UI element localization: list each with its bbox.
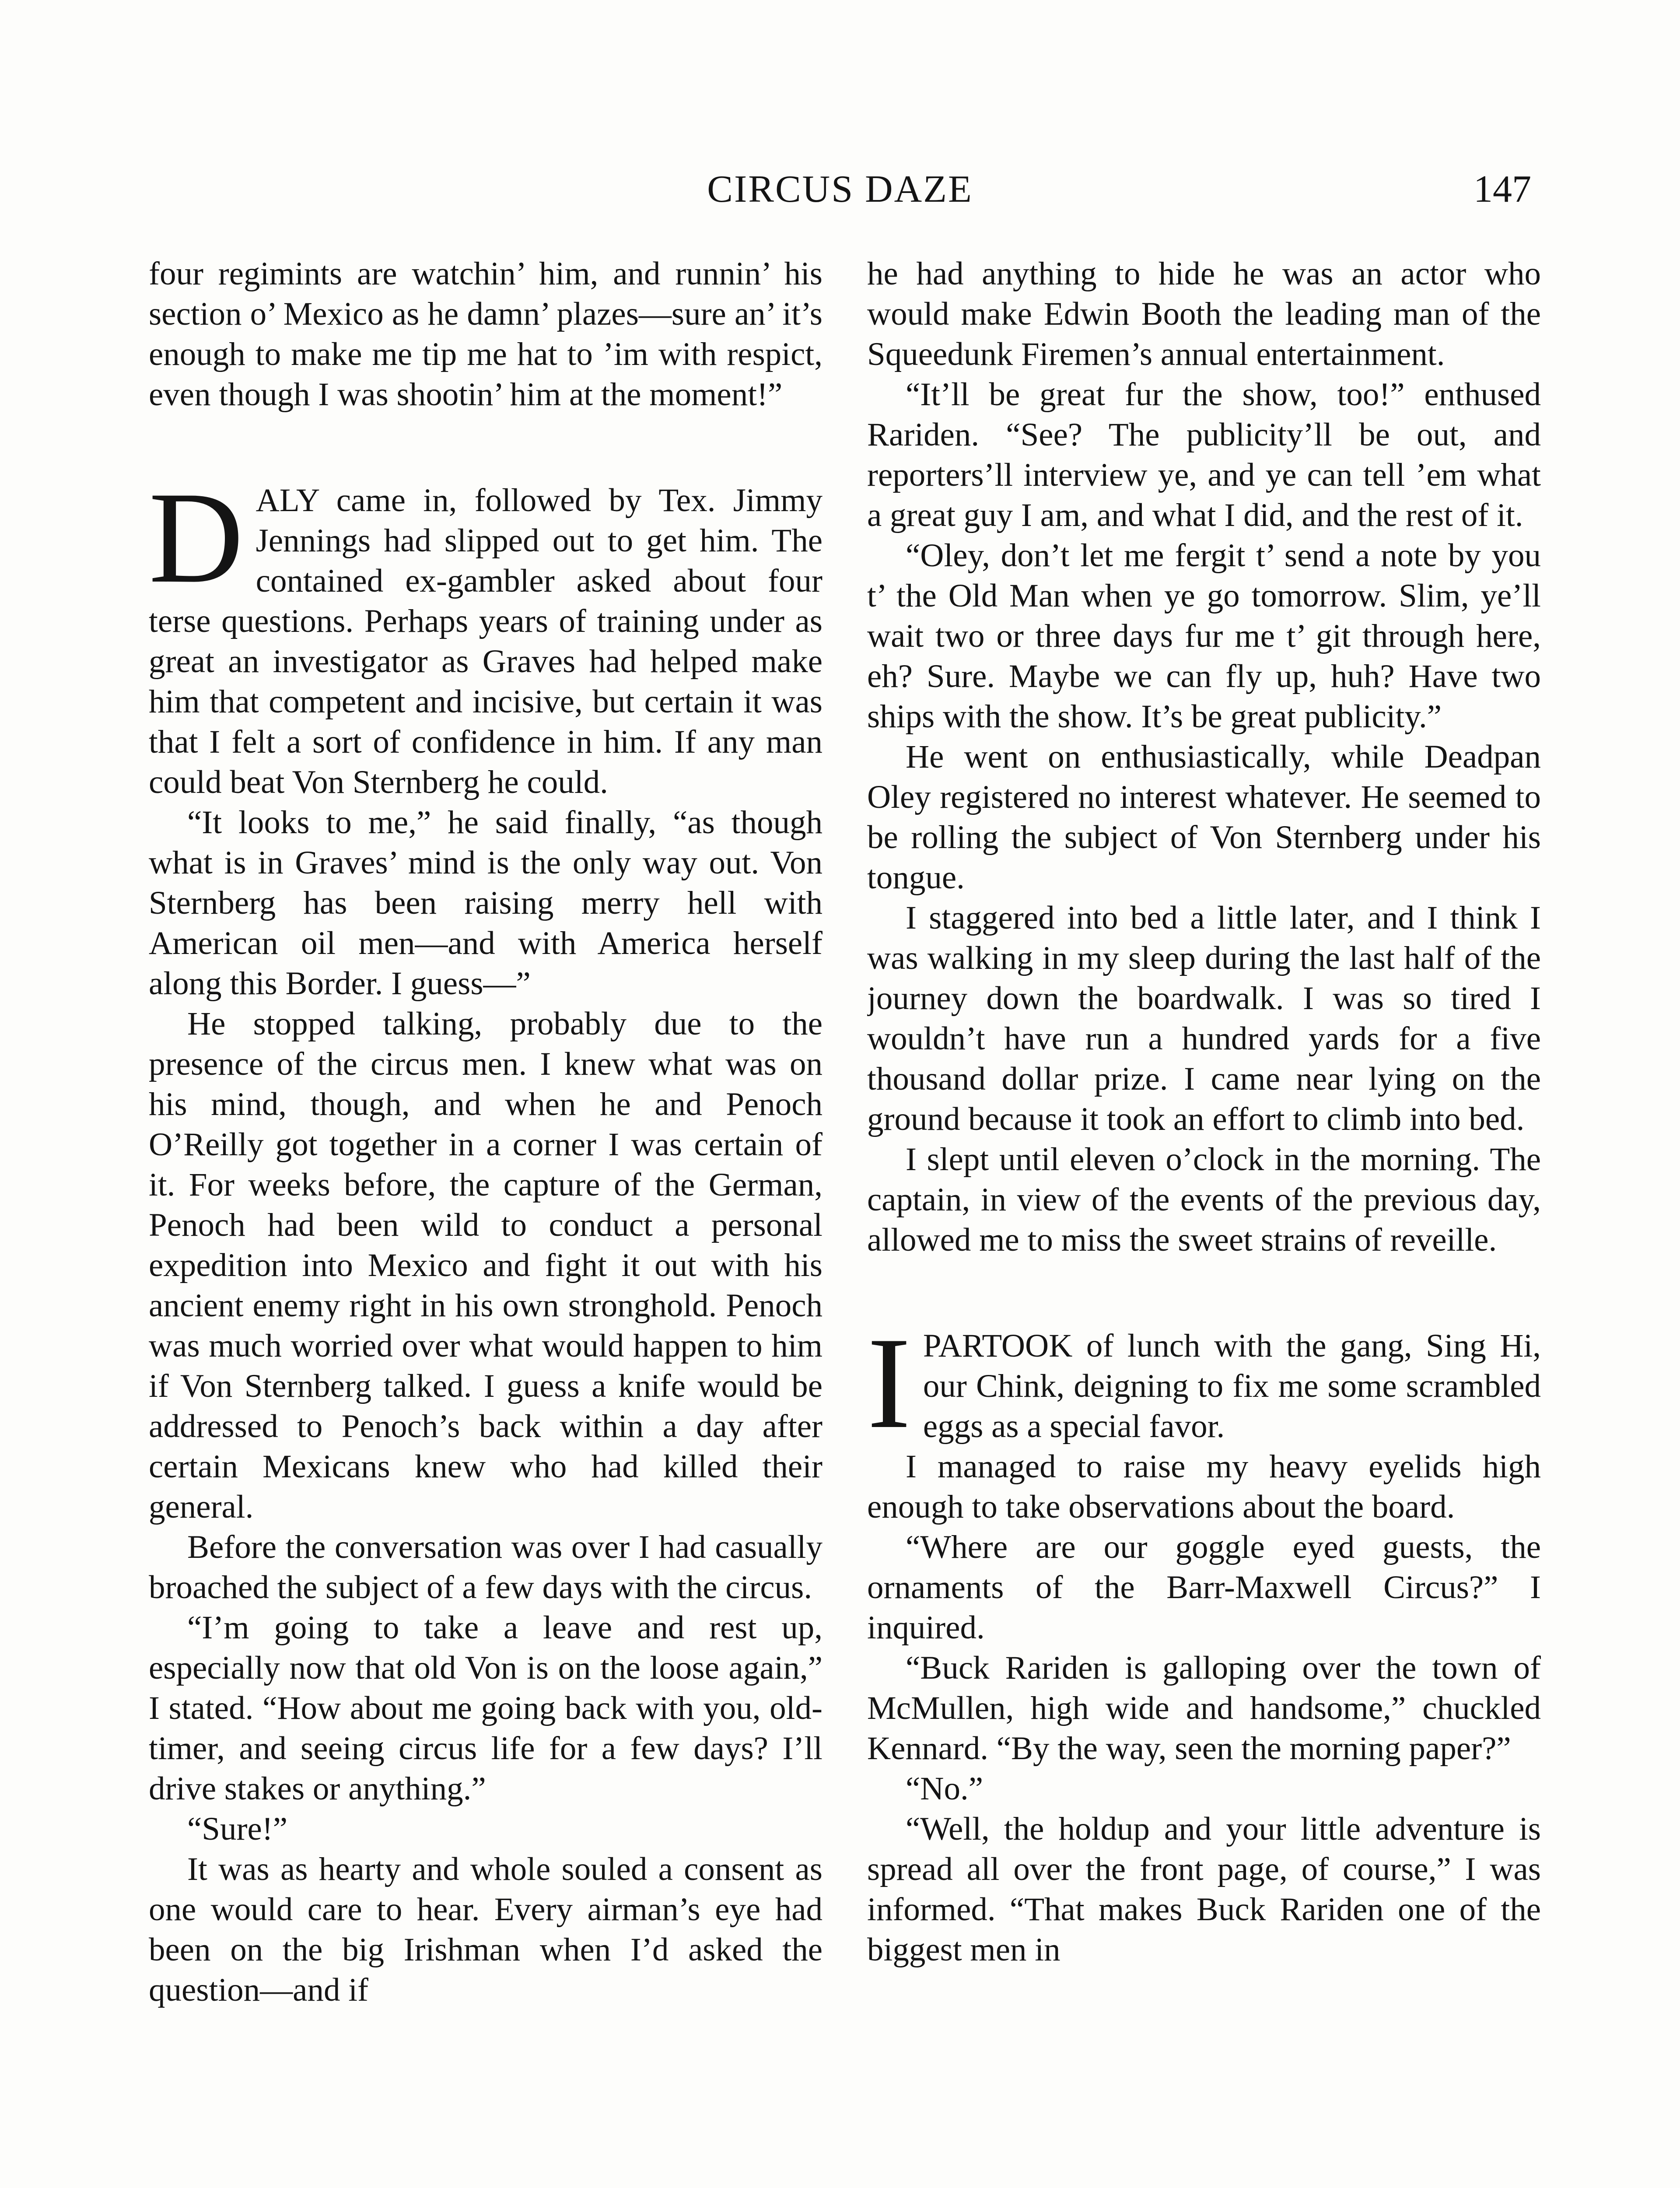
paragraph: “It looks to me,” he said finally, “as though what is in Graves’ mind is the only way out. Von Sternberg has been raising merry hell with American oil men—and with America herself along this Border. I guess—” [149, 804, 822, 1002]
section-opening-paragraph [149, 465, 822, 803]
section-opening-paragraph [867, 1310, 1541, 1455]
small-caps-lead: PARTOOK [923, 1328, 1073, 1364]
paragraph: he had anything to hide he was an actor who would make Edwin Booth the leading man of the Squeedunk Firemen’s annual entertainment. [867, 256, 1541, 372]
paragraph: “Sure!” [187, 1811, 288, 1847]
small-caps-lead: ALY [256, 482, 319, 519]
paragraph: He stopped talking, probably due to the presence of the circus men. I knew what was on his mind, though, and when he and Penoch O’Reilly got together in a corner I was certain of it. For weeks before, the capture of the German, Penoch had been wild to conduct a personal expedition into Mexico and fight it out with his ancient enemy right in his own stronghold. Penoch was much worried over what would happen to him if Von Sternberg talked. I guess a knife would be addressed to Penoch’s back within a day after certain Mexicans knew who had killed their general. [149, 1006, 822, 1525]
paragraph: It was as hearty and whole souled a consent as one would care to hear. Every airman’s eye had been on the big Irishman when I’d asked the question—and if [149, 1851, 822, 2008]
paragraph: four regimints are watchin’ him, and runnin’ his section o’ Mexico as he damn’ plazes—sure an’ it’s enough to make me tip me hat to ’im with respict, even though I was shootin’ him at the moment!” [149, 256, 822, 413]
right-column [867, 254, 1541, 2188]
paragraph: He went on enthusiastically, while Deadpan Oley registered no interest whatever. He seemed to be rolling the subject of Von Sternberg under his tongue. [867, 739, 1541, 896]
running-head [149, 165, 1531, 214]
page-number: 147 [1474, 168, 1531, 210]
paragraph: “Oley, don’t let me fergit t’ send a note by you t’ the Old Man when ye go tomorrow. Slim, ye’ll wait two or three days fur me t’ git through here, eh? Sure. Maybe we can fly up, huh? Have two ships with the show. It’s be great publicity.” [867, 537, 1541, 735]
paragraph: “Well, the holdup and your little adventure is spread all over the front page, of course,” I was informed. “That makes Buck Rariden one of the biggest men in [867, 1811, 1541, 1968]
left-column [149, 254, 822, 2188]
paragraph: “Buck Rariden is galloping over the town of McMullen, high wide and handsome,” chuckled Kennard. “By the way, seen the morning paper?” [867, 1650, 1541, 1767]
paragraph: “No.” [906, 1771, 983, 1807]
running-title: CIRCUS DAZE [707, 168, 973, 210]
paragraph: I slept until eleven o’clock in the morning. The captain, in view of the events of the previous day, allowed me to miss the sweet strains of reveille. [867, 1141, 1541, 1258]
paragraph: I staggered into bed a little later, and I think I was walking in my sleep during the last half of the journey down the boardwalk. I was so tired I wouldn’t have run a hundred yards for a five thousand dollar prize. I came near lying on the ground because it took an effort to climb into bed. [867, 900, 1541, 1137]
paragraph-text: of lunch with the gang, Sing Hi, our Chink, deigning to fix me some scrambled eggs as a special favor. [923, 1328, 1541, 1445]
paragraph: Before the conversation was over I had casually broached the subject of a few days with the circus. [149, 1529, 822, 1606]
paragraph: “Where are our goggle eyed guests, the ornaments of the Barr-Maxwell Circus?” I inquired. [867, 1529, 1541, 1646]
paragraph: “I’m going to take a leave and rest up, especially now that old Von is on the loose again,” I stated. “How about me going back with you, old-timer, and seeing circus life for a few days? I’ll drive stakes or anything.” [149, 1609, 822, 1807]
drop-cap: I [867, 1310, 911, 1455]
paragraph-text: came in, followed by Tex. Jimmy Jennings had slipped out to get him. The contained ex-gambler asked about four terse questions. Perhaps years of training under as great an investigator as Graves had helped make him that competent and incisive, but certain it was that I felt a sort of confidence in him. If any man could beat Von Sternberg he could. [149, 482, 822, 800]
paragraph: “It’ll be great fur the show, too!” enthused Rariden. “See? The publicity’ll be out, and reporters’ll interview ye, and ye can tell ’em what a great guy I am, and what I did, and the rest of it. [867, 376, 1541, 533]
drop-cap: D [149, 465, 244, 610]
paragraph: I managed to raise my heavy eyelids high enough to take observations about the board. [867, 1448, 1541, 1525]
